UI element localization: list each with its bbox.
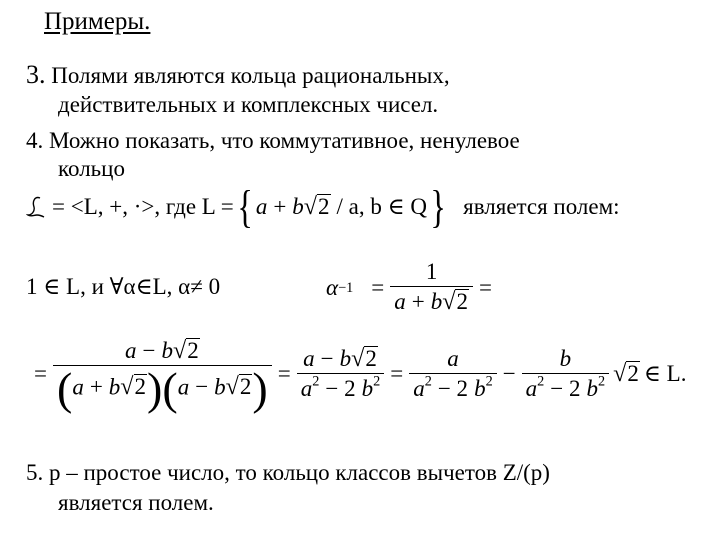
inverse-fraction — [390, 258, 473, 317]
script-l-symbol — [26, 195, 46, 219]
item-3-line-1 — [26, 62, 450, 89]
deriv-f3-denominator: $a^2 - 2$ $b^2$ — [409, 373, 496, 404]
equals-1: = — [371, 274, 385, 300]
deriv-minus: − — [502, 361, 516, 386]
alpha: α — [326, 274, 339, 300]
inverse-numerator: 1 — [425, 259, 438, 284]
deriv-fraction-2 — [297, 345, 384, 404]
deriv-f4-denominator: $a^2 - 2$ $b^2$ — [522, 373, 609, 404]
item-3-number: 3. — [26, 60, 46, 89]
inverse-denominator: a + b √ 2 — [390, 286, 473, 317]
item-3-line-2: действительных и комплексных чисел. — [58, 92, 439, 117]
item-5-line-1: 5. p – простое число, то кольцо классов вычетов Z/(p) — [26, 460, 550, 485]
deriv-f2-denominator: $a^2 - 2$ $b^2$ — [297, 373, 384, 404]
inverse-formula: α −1 = 1 a + b √ 2 = — [326, 258, 498, 317]
deriv-tail-sqrt: √ 2 — [613, 360, 639, 388]
ring-definition-suffix: является полем: — [463, 194, 620, 219]
deriv-f3-numerator: a — [447, 345, 459, 371]
sqrt-2: √ 2 — [303, 193, 330, 221]
deriv-fraction-4 — [522, 345, 609, 404]
item-5-line-2: является полем. — [58, 490, 214, 515]
deriv-f1-numerator: a − b √ 2 — [125, 336, 199, 364]
deriv-fraction-1 — [53, 337, 272, 412]
equals-2: = — [478, 274, 492, 300]
deriv-equals-3: = — [390, 361, 404, 386]
set-plus: + — [273, 194, 287, 219]
deriv-f2-numerator: a − b √ 2 — [303, 344, 377, 372]
slide-title: Примеры. — [44, 8, 151, 35]
deriv-fraction-3 — [409, 345, 496, 404]
set-condition: / a, b ∈ Q — [336, 194, 428, 219]
deriv-f1-denominator: (a + b √ 2 )(a − b √ 2 ) — [53, 365, 272, 412]
deriv-f4-numerator: b — [559, 345, 572, 371]
field-condition: 1 ∈ L, и ∀α∈L, α≠ 0 — [26, 274, 221, 299]
set-a: a — [255, 194, 268, 219]
derivation-line — [34, 336, 687, 414]
item-4-line-2: кольцо — [58, 156, 125, 181]
item-4-line-1: 4. Можно показать, что коммутативное, ненулевое — [26, 128, 520, 153]
deriv-tail: ∈ L. — [643, 361, 687, 386]
item-3-text-1: Полями являются кольца рациональных, — [51, 63, 450, 88]
set-b: b — [292, 194, 304, 219]
deriv-equals-2: = — [277, 361, 291, 386]
deriv-equals-1: = — [34, 361, 47, 386]
right-brace: } — [430, 181, 446, 232]
ring-definition-line — [26, 181, 620, 232]
left-brace: { — [237, 181, 253, 232]
ring-definition-prefix: = <L, +, ·>, где L = — [52, 194, 234, 219]
